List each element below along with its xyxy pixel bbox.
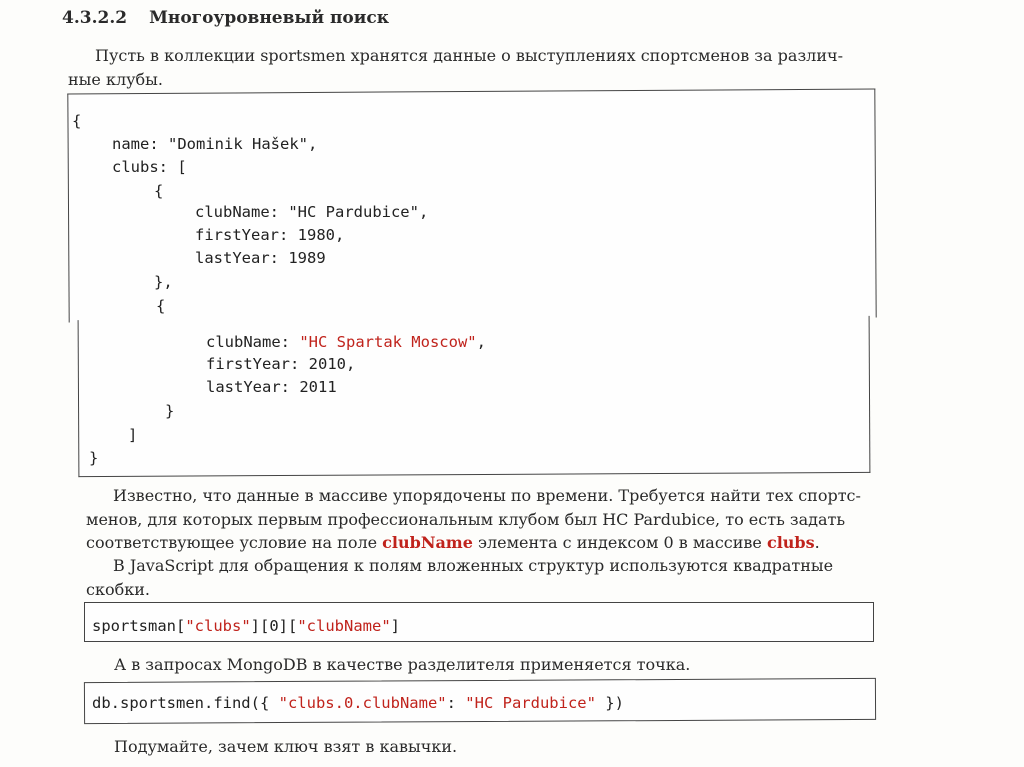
code-clubs-line: clubs: [: [112, 158, 187, 176]
code-open-brace: {: [72, 112, 82, 130]
code-name-line: name: "Dominik Hašek",: [112, 135, 318, 153]
code-clubs-open: [: [177, 158, 187, 176]
code-name-key: name: [112, 135, 150, 153]
code-club1-last-line: lastYear: 1989: [195, 249, 326, 267]
body-p1-line-3-a: соответствующее условие на поле: [86, 533, 383, 552]
array-clubs-highlight: clubs: [766, 533, 815, 552]
code-name-value: "Dominik Hašek": [168, 135, 308, 153]
body-p2-line-1: В JavaScript для обращения к полям вложенных структур используются квадратные: [113, 556, 834, 575]
code-club1-name-line: clubName: "HC Pardubice",: [195, 203, 429, 221]
js-code-obj: sportsman[: [92, 617, 186, 635]
mongo-code-prefix: db.sportsmen.find({: [92, 694, 279, 712]
code-club2-name-key: clubName: [206, 333, 281, 351]
js-code-mid: ][0][: [250, 617, 298, 635]
field-clubname-highlight: clubName: [382, 533, 473, 552]
code-club2-first-value: 2010: [308, 355, 346, 373]
mongo-code-colon: :: [446, 694, 466, 712]
code-club2-close: }: [165, 402, 175, 420]
section-title: Многоуровневый поиск: [149, 8, 390, 28]
intro-line-1: Пусть в коллекции sportsmen хранятся данные о выступлениях спортсменов за различ-: [95, 46, 843, 65]
code-club1-name-value: "HC Pardubice": [288, 203, 419, 221]
code-club1-last-key: lastYear: [195, 249, 270, 267]
js-code-key1: "clubs": [185, 617, 251, 635]
code-club2-last-key: lastYear: [206, 378, 281, 396]
intro-line-2: ные клубы.: [68, 70, 163, 89]
code-clubs-key: clubs: [112, 158, 159, 176]
body-p1-line-3-b: элемента с индексом 0 в массиве: [472, 533, 767, 552]
js-code-line: [92, 617, 400, 635]
code-club2-first-key: firstYear: [206, 355, 290, 373]
section-heading: [62, 8, 389, 28]
code-club1-close: },: [154, 273, 173, 291]
document-code-box-top: [67, 89, 876, 323]
code-club2-name-line: clubName: "HC Spartak Moscow",: [206, 333, 486, 351]
code-club2-last-line: lastYear: 2011: [206, 378, 337, 396]
code-club1-name-key: clubName: [195, 203, 270, 221]
code-club1-last-value: 1989: [288, 249, 326, 267]
body-p1-line-3-c: .: [814, 533, 820, 552]
mongo-code-key: "clubs.0.clubName": [278, 694, 447, 712]
mongo-code-value: "HC Pardubice": [465, 694, 596, 712]
mongo-code-suffix: }): [595, 694, 624, 712]
body-p2-line-2: скобки.: [86, 580, 150, 599]
mongo-text: А в запросах MongoDB в качестве разделителя применяется точка.: [114, 655, 691, 674]
body-p1-line-1: Известно, что данные в массиве упорядочены по времени. Требуется найти тех спортс-: [113, 486, 861, 505]
body-p1-line-2: менов, для которых первым профессиональным клубом был HC Pardubice, то есть задать: [86, 510, 846, 529]
code-club2-open: {: [156, 297, 166, 315]
code-club2-last-value: 2011: [299, 378, 337, 396]
code-club1-open: {: [154, 182, 164, 200]
js-code-key2: "clubName": [297, 617, 391, 635]
code-close-brace: }: [89, 449, 99, 467]
code-club1-first-key: firstYear: [195, 226, 279, 244]
section-number: 4.3.2.2: [62, 8, 128, 28]
closing-text: Подумайте, зачем ключ взят в кавычки.: [114, 737, 458, 756]
code-club1-first-value: 1980: [297, 226, 335, 244]
body-p1-line-3: [86, 531, 820, 554]
mongo-code-line: [92, 694, 624, 712]
code-club1-first-line: firstYear: 1980,: [195, 226, 345, 244]
js-code-end: ]: [390, 617, 400, 635]
code-club2-name-value: "HC Spartak Moscow": [299, 333, 477, 351]
code-club2-first-line: firstYear: 2010,: [206, 355, 356, 373]
code-clubs-close: ]: [128, 426, 138, 444]
